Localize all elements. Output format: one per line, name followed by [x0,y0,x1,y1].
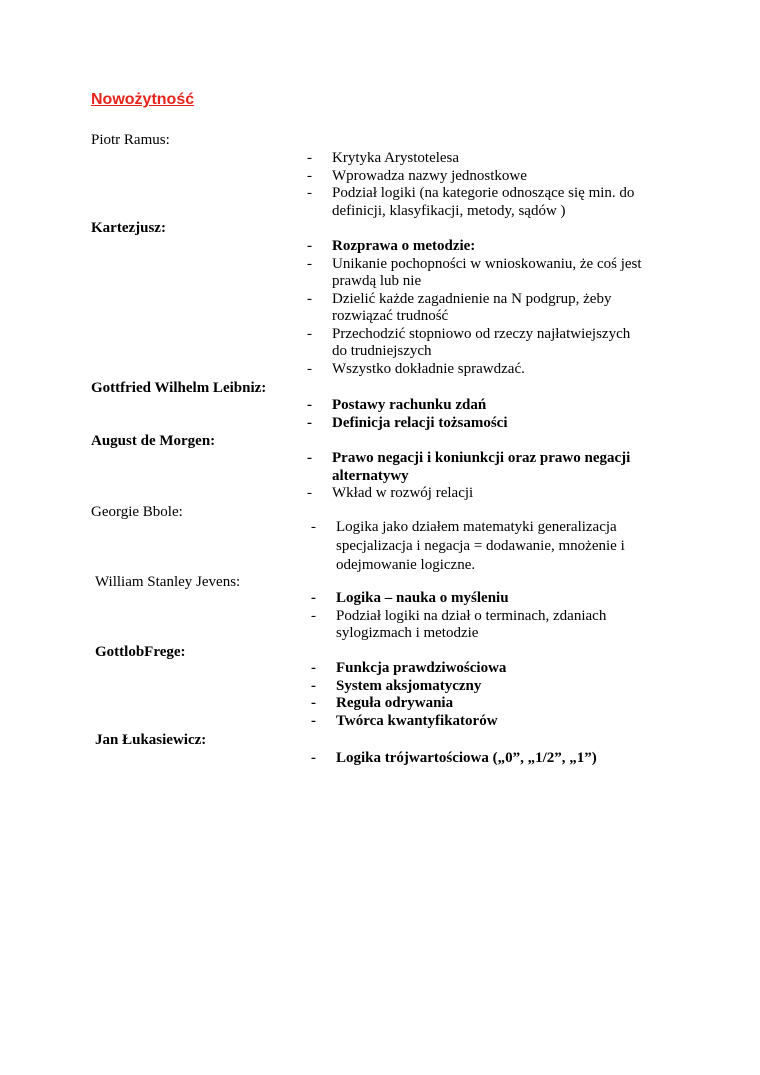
bullet-dash-icon: - [307,450,312,466]
list-item: - Postawy rachunku zdań [307,397,487,413]
bullet-dash-icon: - [307,290,312,307]
list-item: - Logika – nauka o myśleniu [311,590,509,606]
author-name: Georgie Bbole: [91,504,183,520]
bullet-dash-icon: - [311,607,316,624]
author-name: GottlobFrege: [95,644,186,660]
list-item: - Twórca kwantyfikatorów [311,712,498,729]
author-name: Gottfried Wilhelm Leibniz: [91,380,267,396]
list-item: - Unikanie pochopności w wnioskowaniu, że coś jest prawdą lub nie [307,255,642,289]
author-name: August de Morgen: [91,433,216,449]
bullet-dash-icon: - [311,712,316,729]
bullet-dash-icon: - [307,414,312,431]
author-list [307,450,647,503]
bullet-dash-icon: - [307,150,312,166]
list-item: - System aksjomatyczny [311,677,482,694]
author-name: Jan Łukasiewicz: [95,732,207,748]
bullet-dash-icon: - [307,485,312,501]
author-name: Piotr Ramus: [91,132,170,148]
list-item: - Podział logiki (na kategorie odnoszące się min. do definicji, klasyfikacji, metody, sądów ) [307,185,635,219]
bullet-dash-icon: - [307,238,312,254]
bullet-dash-icon: - [311,677,316,694]
list-item: - Wszystko dokładnie sprawdzać. [307,360,525,377]
bullet-dash-icon: - [311,660,316,676]
list-item: - Wkład w rozwój relacji [307,485,474,501]
list-item: - Logika jako działem matematyki generalizacja specjalizacja i negacja = dodawanie, mnożenie i odejmowanie logiczne. [311,519,625,573]
bullet-dash-icon: - [307,397,312,413]
list-item: - Reguła odrywania [311,695,454,711]
bullet-dash-icon: - [307,185,312,201]
author-name: Kartezjusz: [91,220,166,236]
author-list [311,590,641,643]
author-list [307,397,647,432]
author-list [311,518,661,575]
author-list [307,238,647,378]
bullet-dash-icon: - [311,750,316,766]
list-item: - Prawo negacji i koniunkcji oraz prawo negacji alternatywy [307,450,631,484]
bullet-dash-icon: - [307,255,312,272]
author-list [311,750,691,768]
list-item: - Logika trójwartościowa („0”, „1/2”, „1”) [311,750,597,766]
author-list [307,150,647,220]
bullet-dash-icon: - [307,360,312,377]
author-name: William Stanley Jevens: [95,574,241,590]
page-heading: Nowożytność [91,91,195,108]
list-item: - Rozprawa o metodzie: [307,238,476,254]
list-item: - Funkcja prawdziwościowa [311,660,507,676]
bullet-dash-icon: - [311,590,316,606]
list-item: - Dzielić każde zagadnienie na N podgrup, żeby rozwiązać trudność [307,290,612,324]
bullet-dash-icon: - [307,325,312,342]
bullet-dash-icon: - [311,519,316,535]
list-item: - Definicja relacji tożsamości [307,414,508,431]
list-item: - Krytyka Arystotelesa [307,150,460,166]
list-item: - Podział logiki na dział o terminach, zdaniach sylogizmach i metodzie [311,607,607,641]
author-list [311,660,651,730]
list-item: - Wprowadza nazwy jednostkowe [307,167,527,184]
list-item: - Przechodzić stopniowo od rzeczy najłatwiejszych do trudniejszych [307,325,631,359]
bullet-dash-icon: - [311,695,316,711]
bullet-dash-icon: - [307,167,312,184]
